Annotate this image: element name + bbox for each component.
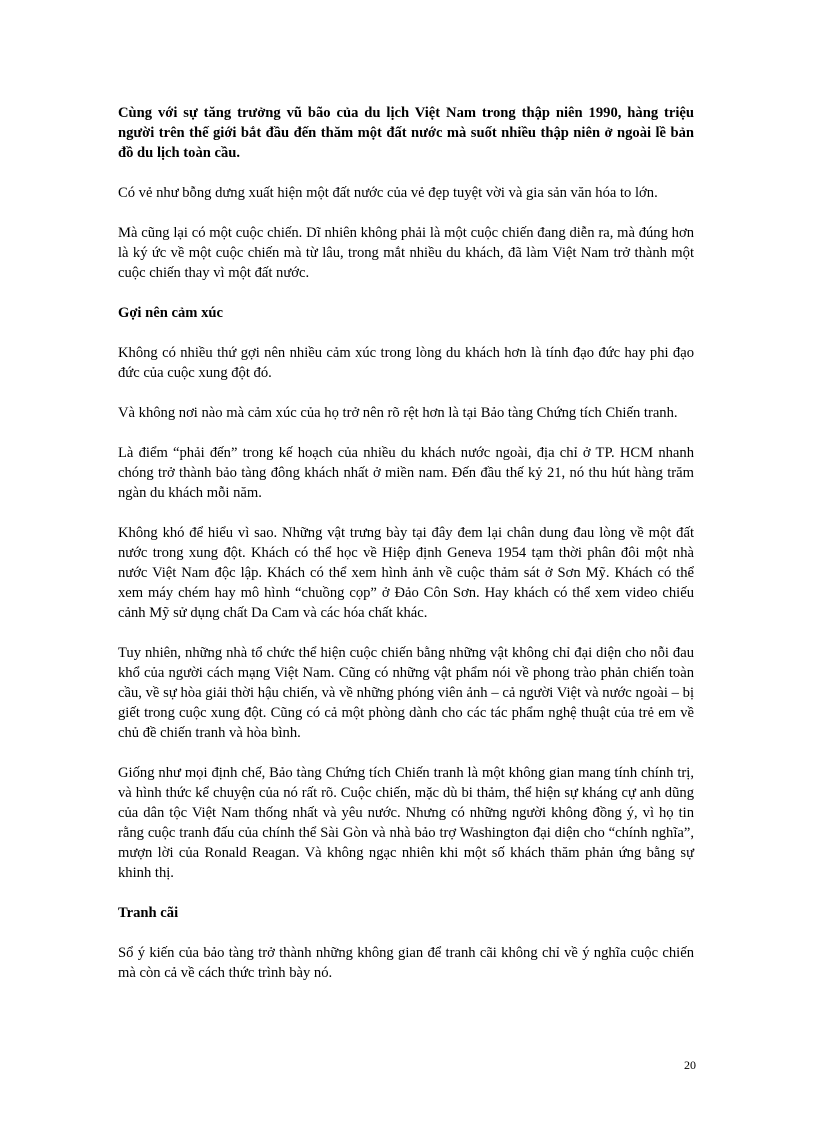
section-heading: Tranh cãi: [118, 905, 179, 921]
paragraph: Giống như mọi định chế, Bảo tàng Chứng tích Chiến tranh là một không gian mang tính chính trị, và hình thức kể chuyện của nó rất rõ. Cuộc chiến, mặc dù bi thảm, thể hiện sự kháng cự anh dũng của dân tộc Việt Nam thống nhất và yêu nước. Nhưng có những người không đồng ý, vì họ tin rằng cuộc tranh đấu của chính thể Sài Gòn và nhà bảo trợ Washington đại diện cho “chính nghĩa”, mượn lời của Ronald Reagan. Và không ngạc nhiên khi một số khách thăm phản ứng bằng sự khinh thị.: [118, 765, 694, 881]
intro-paragraph: Cùng với sự tăng trưởng vũ bão của du lịch Việt Nam trong thập niên 1990, hàng triệu người trên thế giới bắt đầu đến thăm một đất nước mà suốt nhiều thập niên ở ngoài lề bản đồ du lịch toàn cầu.: [118, 105, 694, 161]
page-number: 20: [684, 1058, 696, 1072]
paragraph: Và không nơi nào mà cảm xúc của họ trở nên rõ rệt hơn là tại Bảo tàng Chứng tích Chiến tranh.: [118, 405, 678, 421]
paragraph: Mà cũng lại có một cuộc chiến. Dĩ nhiên không phải là một cuộc chiến đang diễn ra, mà đúng hơn là ký ức về một cuộc chiến mà từ lâu, trong mắt nhiều du khách, đã làm Việt Nam trở thành một cuộc chiến thay vì một đất nước.: [118, 225, 694, 281]
paragraph: Tuy nhiên, những nhà tổ chức thể hiện cuộc chiến bằng những vật không chỉ đại diện cho nỗi đau khổ của người cách mạng Việt Nam. Cũng có những vật phẩm nói về phong trào phản chiến toàn cầu, về sự hòa giải thời hậu chiến, và về những phóng viên ảnh – cả người Việt và nước ngoài – bị giết trong cuộc xung đột. Cũng có cả một phòng dành cho các tác phẩm nghệ thuật của trẻ em về chủ đề chiến tranh và hòa bình.: [118, 645, 694, 741]
paragraph: Không khó để hiểu vì sao. Những vật trưng bày tại đây đem lại chân dung đau lòng về một đất nước trong xung đột. Khách có thể học về Hiệp định Geneva 1954 tạm thời phân đôi một nhà nước Việt Nam độc lập. Khách có thể xem hình ảnh về cuộc thảm sát ở Sơn Mỹ. Khách có thể xem máy chém hay mô hình “chuồng cọp” ở Đảo Côn Sơn. Hay khách có thể xem video chiếu cảnh Mỹ sử dụng chất Da Cam và các hóa chất khác.: [118, 525, 694, 621]
page-content: [118, 103, 694, 1003]
paragraph: Là điểm “phải đến” trong kế hoạch của nhiều du khách nước ngoài, địa chỉ ở TP. HCM nhanh chóng trở thành bảo tàng đông khách nhất ở miền nam. Đến đầu thế kỷ 21, nó thu hút hàng trăm ngàn du khách mỗi năm.: [118, 445, 694, 501]
paragraph: Không có nhiều thứ gợi nên nhiều cảm xúc trong lòng du khách hơn là tính đạo đức hay phi đạo đức của cuộc xung đột đó.: [118, 345, 694, 381]
paragraph: Sổ ý kiến của bảo tàng trở thành những không gian để tranh cãi không chỉ về ý nghĩa cuộc chiến mà còn cả về cách thức trình bày nó.: [118, 945, 694, 981]
section-heading: Gợi nên cảm xúc: [118, 305, 223, 321]
paragraph: Có vẻ như bỗng dưng xuất hiện một đất nước của vẻ đẹp tuyệt vời và gia sản văn hóa to lớn.: [118, 185, 658, 201]
